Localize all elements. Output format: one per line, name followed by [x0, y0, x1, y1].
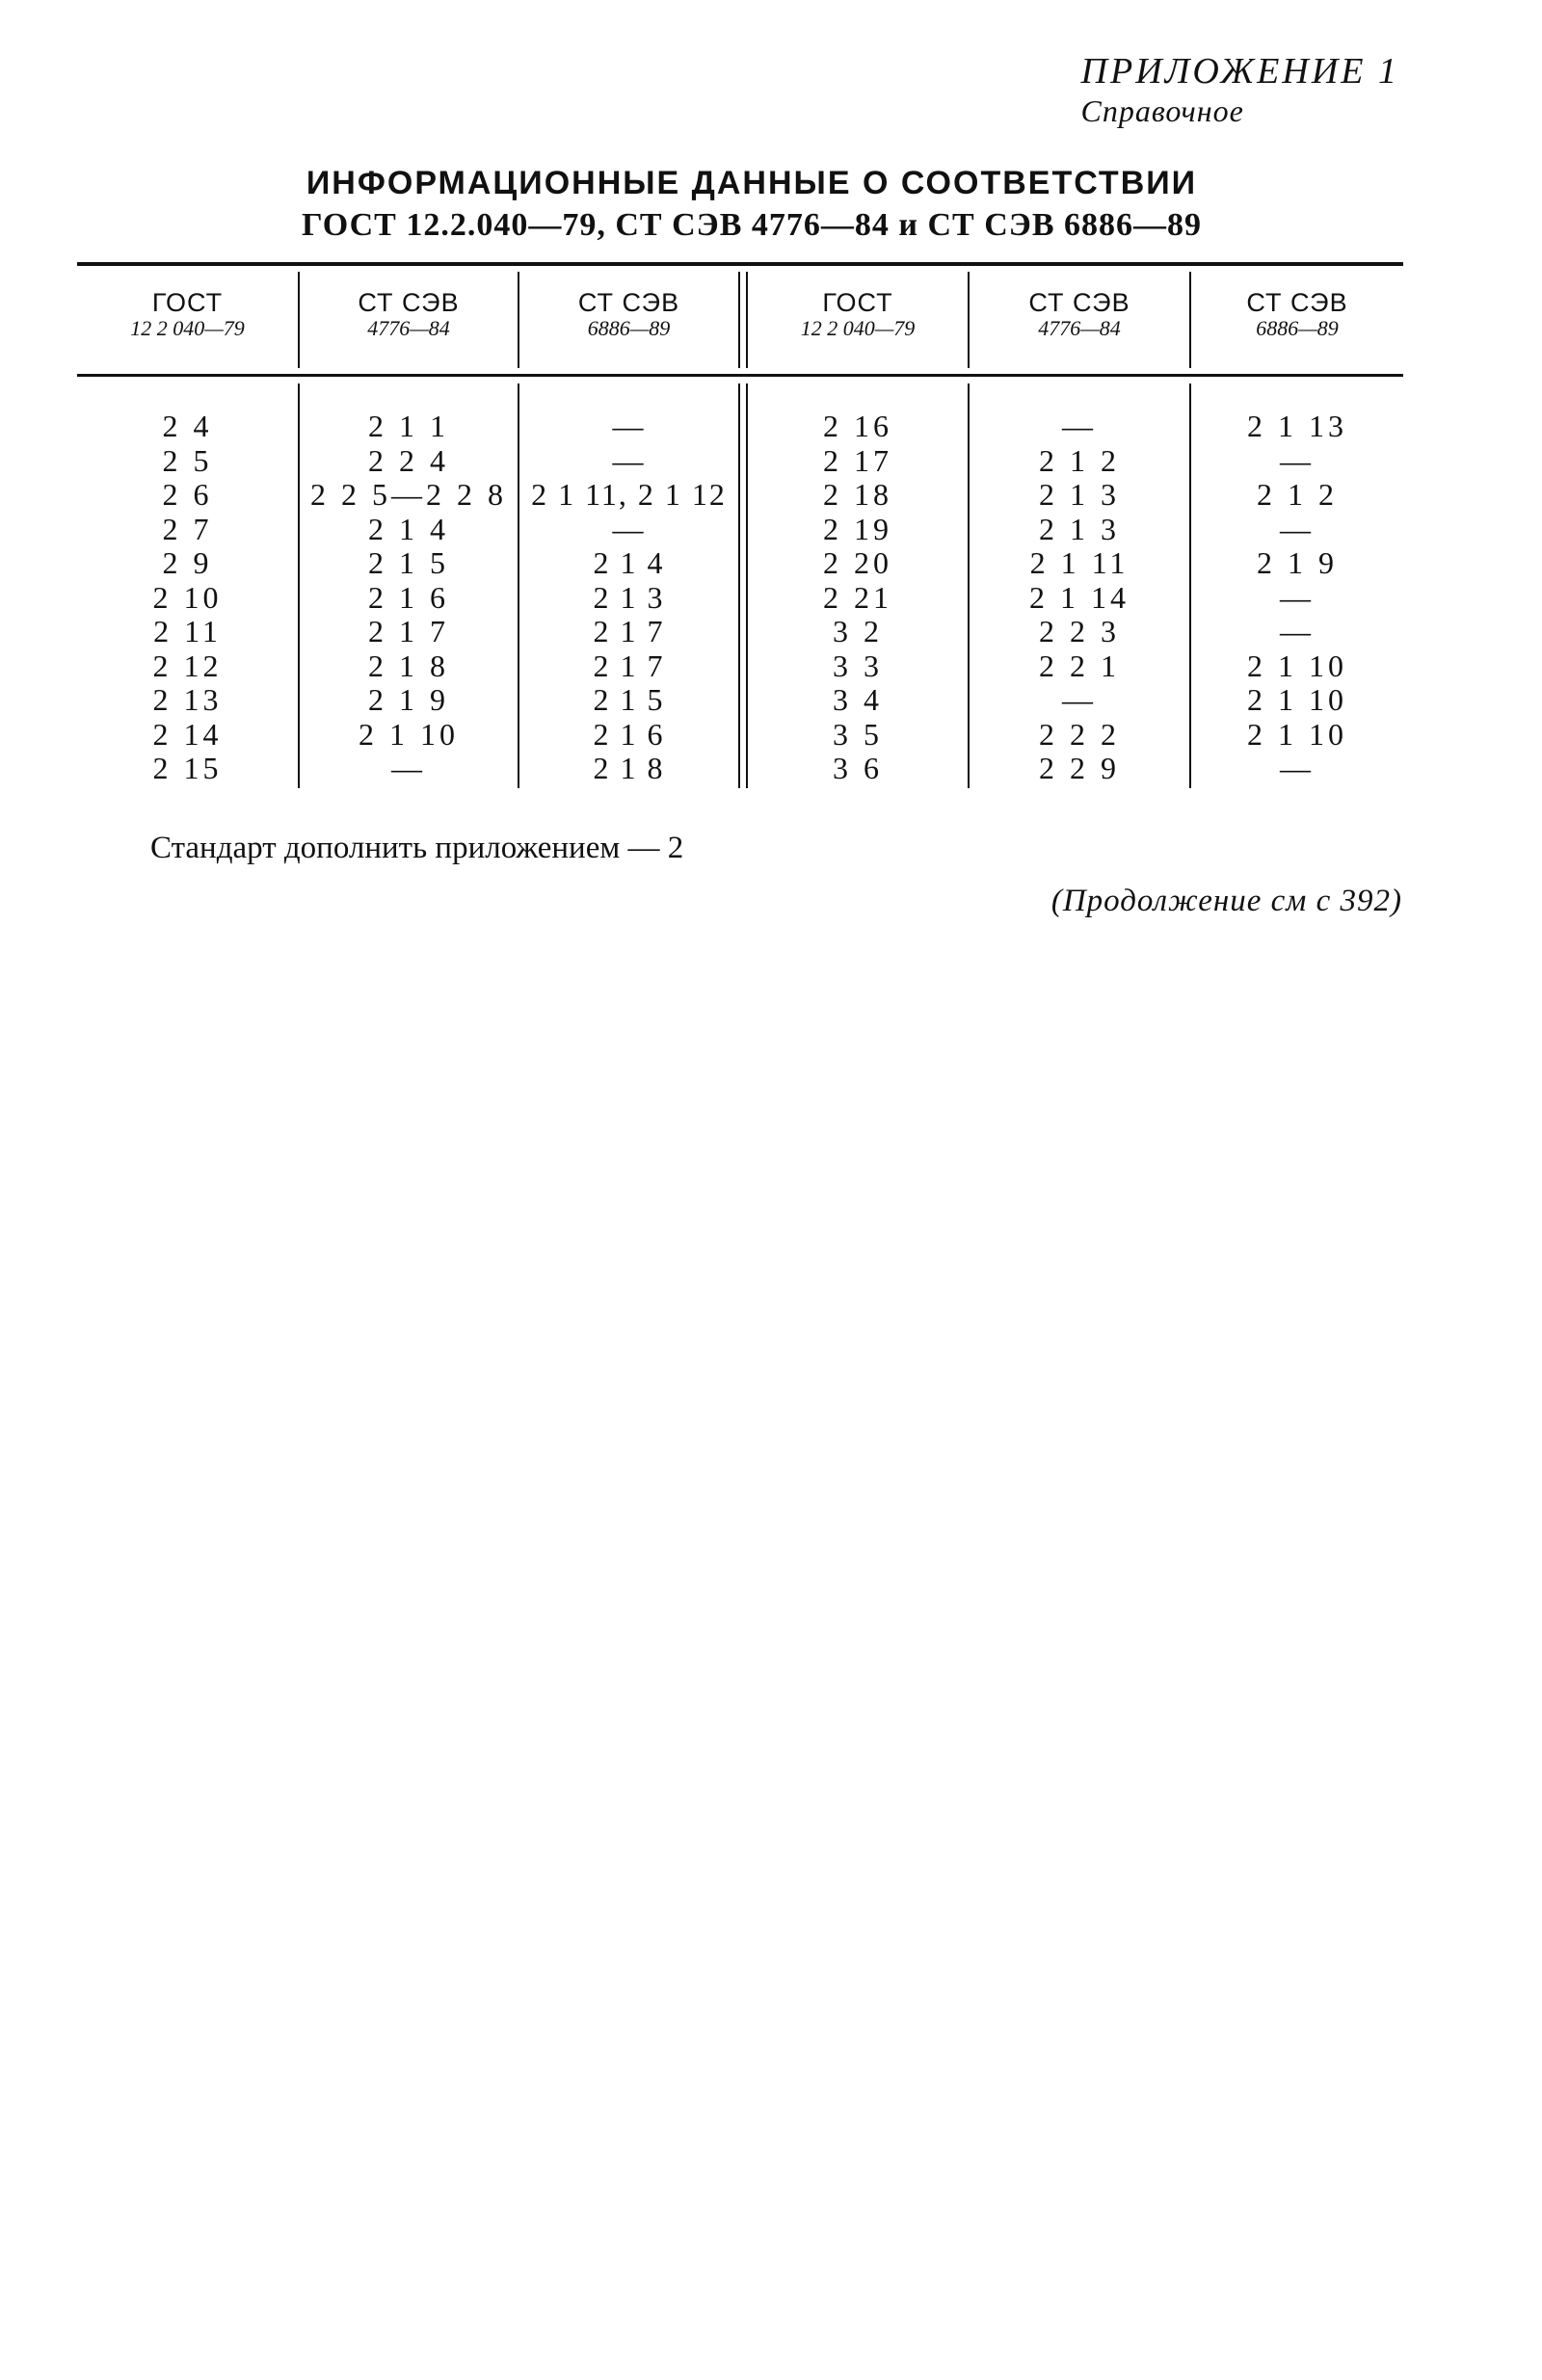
table-cell: — [1280, 751, 1315, 785]
table-cell: — [1280, 511, 1315, 546]
table-cell: 2 1 10 [359, 716, 459, 752]
table-cell: 2 1 3 [593, 579, 665, 615]
table-cell: 3 2 [833, 614, 883, 648]
table-cell: 2 15 [152, 751, 223, 785]
header-st-sev-6886-left [519, 289, 738, 341]
table-cell: 2 1 3 [1039, 477, 1120, 512]
table-cell: 2 17 [823, 442, 892, 478]
document-title-line-2: ГОСТ 12.2.040—79, СТ СЭВ 4776—84 и СТ СЭВ 6886—89 [301, 207, 1202, 243]
table-cell: 2 2 5—2 2 8 [310, 477, 507, 512]
table-cell: — [1062, 409, 1097, 443]
header-number: 4776—84 [367, 316, 450, 340]
table-top-rule [77, 262, 1403, 266]
table-cell: 2 1 11, 2 1 12 [531, 477, 727, 512]
column-st-sev-6886-left [519, 410, 738, 786]
column-divider-double [738, 383, 740, 788]
table-cell: 2 1 9 [368, 682, 449, 717]
table-cell: 2 16 [823, 409, 892, 443]
appendix-header [1081, 50, 1399, 129]
table-cell: 2 1 13 [1247, 409, 1347, 443]
table-cell: 3 5 [833, 716, 883, 752]
header-number: 12 2 040—79 [800, 316, 916, 340]
document-title-line-1: ИНФОРМАЦИОННЫЕ ДАННЫЕ О СООТВЕТСТВИИ [306, 165, 1198, 201]
table-cell: 3 6 [833, 751, 883, 785]
table-cell: 2 1 7 [593, 614, 665, 648]
table-cell: 2 14 [152, 716, 223, 752]
column-st-sev-4776-right [970, 410, 1189, 786]
table-cell: 3 4 [833, 682, 883, 717]
table-cell: 2 1 4 [593, 545, 665, 580]
amendment-note: Стандарт дополнить приложением — 2 [150, 831, 684, 865]
table-cell: 2 1 8 [368, 648, 449, 683]
table-cell: 2 2 3 [1039, 614, 1120, 648]
table-cell: 2 1 5 [593, 682, 665, 717]
table-cell: 2 5 [162, 442, 213, 478]
header-label: ГОСТ [822, 288, 893, 317]
table-cell: — [1280, 442, 1315, 478]
header-number: 6886—89 [587, 316, 671, 340]
table-cell: 2 1 7 [368, 614, 449, 648]
table-cell: — [1280, 579, 1315, 615]
table-cell: 2 1 4 [368, 511, 449, 546]
table-cell: 2 4 [162, 409, 213, 443]
table-cell: — [1062, 682, 1097, 717]
header-gost-right [748, 289, 968, 341]
table-cell: 2 1 14 [1029, 579, 1130, 615]
table-cell: 2 10 [152, 579, 223, 615]
header-number: 12 2 040—79 [130, 316, 245, 340]
table-cell: 3 3 [833, 648, 883, 683]
header-number: 4776—84 [1038, 316, 1121, 340]
header-label: СТ СЭВ [1246, 288, 1348, 317]
header-label: СТ СЭВ [358, 288, 460, 317]
table-cell: — [1280, 614, 1315, 648]
table-cell: 2 6 [162, 477, 213, 512]
header-st-sev-4776-right [970, 289, 1189, 341]
table-cell: 2 1 2 [1039, 442, 1120, 478]
appendix-subtitle: Справочное [1080, 93, 1244, 128]
header-gost-left [77, 289, 298, 341]
table-cell: 2 1 10 [1247, 682, 1347, 717]
table-cell: 2 21 [823, 579, 892, 615]
table-cell: — [612, 442, 646, 478]
table-cell: 2 2 4 [368, 442, 449, 478]
table-cell: 2 1 8 [593, 751, 665, 785]
table-cell: 2 13 [152, 682, 223, 717]
table-cell: 2 1 10 [1247, 716, 1347, 752]
continuation-note: (Продолжение см с 392) [1050, 884, 1402, 918]
table-cell: 2 1 10 [1247, 648, 1347, 683]
table-cell: 2 1 7 [593, 648, 665, 683]
table-cell: — [391, 751, 426, 785]
table-cell: 2 19 [823, 511, 892, 546]
table-cell: 2 9 [162, 545, 213, 580]
appendix-title: ПРИЛОЖЕНИЕ 1 [1080, 51, 1399, 92]
table-cell: 2 11 [153, 614, 222, 648]
header-label: ГОСТ [151, 288, 224, 317]
header-number: 6886—89 [1256, 316, 1339, 340]
table-cell: 2 1 1 [368, 409, 449, 443]
table-cell: 2 1 11 [1029, 545, 1130, 580]
table-cell: 2 2 2 [1039, 716, 1120, 752]
header-label: СТ СЭВ [577, 288, 680, 317]
table-cell: 2 12 [152, 648, 223, 683]
header-label: СТ СЭВ [1028, 288, 1130, 317]
table-cell: 2 1 3 [1039, 511, 1120, 546]
table-cell: — [612, 511, 646, 546]
table-cell: 2 2 1 [1039, 648, 1120, 683]
table-header-rule [77, 374, 1403, 377]
table-cell: 2 18 [823, 477, 892, 512]
column-gost-left [77, 410, 298, 786]
table-cell: 2 20 [823, 545, 892, 580]
table-cell: 2 1 9 [1257, 545, 1338, 580]
table-cell: 2 2 9 [1039, 751, 1120, 785]
header-st-sev-4776-left [300, 289, 518, 341]
table-cell: 2 1 6 [368, 579, 449, 615]
table-cell: — [612, 409, 646, 443]
header-divider-double [738, 272, 740, 368]
table-cell: 2 1 5 [368, 545, 449, 580]
column-st-sev-4776-left [300, 410, 518, 786]
column-gost-right [748, 410, 968, 786]
header-st-sev-6886-right [1191, 289, 1403, 341]
table-cell: 2 1 2 [1257, 477, 1338, 512]
table-cell: 2 7 [162, 511, 213, 546]
column-st-sev-6886-right [1191, 410, 1403, 786]
table-cell: 2 1 6 [593, 716, 665, 752]
